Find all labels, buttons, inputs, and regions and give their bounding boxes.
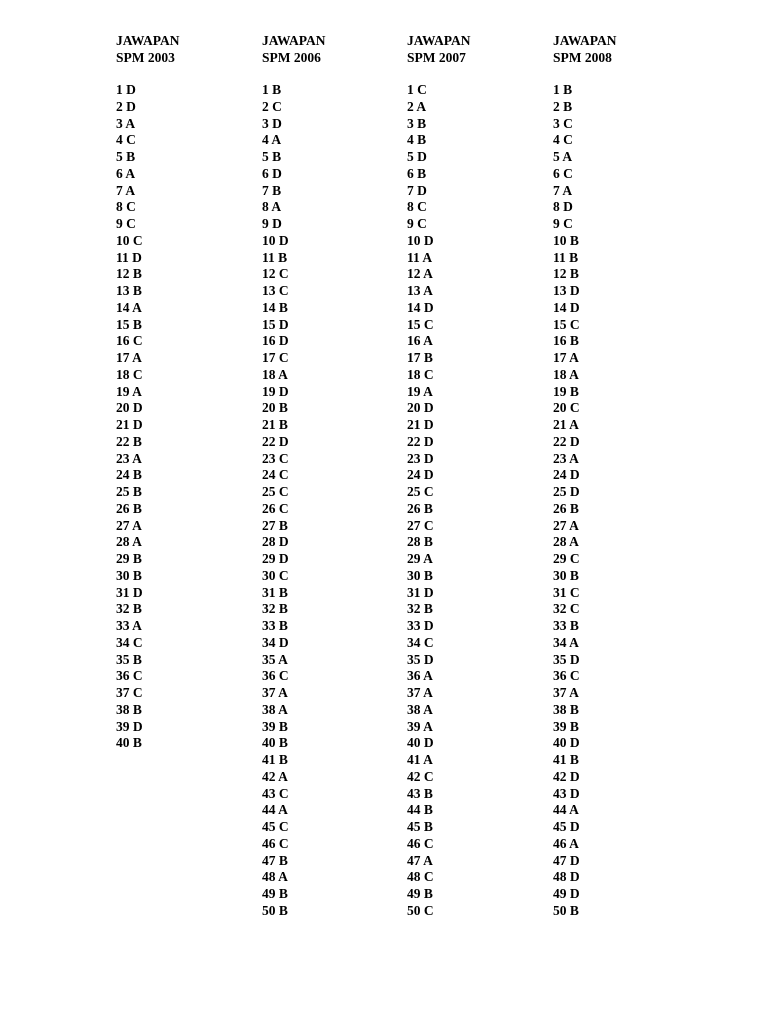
answer-item: 4 C <box>553 132 573 148</box>
answer-item: 37 C <box>116 685 143 700</box>
answer-item: 35 A <box>262 651 288 667</box>
answer-item: 18 C <box>407 366 434 382</box>
answer-item: 10 D <box>262 232 289 248</box>
answer-item: 50 C <box>407 902 434 918</box>
answer-item: 30 B <box>116 567 142 583</box>
column-title-line2: SPM 2007 <box>407 50 466 65</box>
answer-item: 15 C <box>407 316 434 332</box>
answer-item: 33 D <box>407 618 434 633</box>
answer-list <box>116 82 256 752</box>
answer-item: 50 B <box>553 902 579 918</box>
answer-item: 15 B <box>116 316 142 332</box>
answer-item: 16 B <box>553 333 579 349</box>
answer-item: 46 A <box>553 835 579 851</box>
answer-item: 27 A <box>553 517 579 533</box>
answer-item: 2 B <box>553 98 573 114</box>
answer-item: 31 B <box>262 584 288 600</box>
answer-item: 39 B <box>553 718 579 734</box>
answer-item: 11 D <box>116 249 142 265</box>
answer-item: 33 B <box>262 618 288 633</box>
answer-item: 43 B <box>407 785 433 801</box>
answer-item: 32 C <box>553 601 580 617</box>
answer-item: 21 D <box>116 417 143 432</box>
answer-item: 35 D <box>553 651 580 667</box>
answer-item: 11 B <box>553 249 579 265</box>
answer-item: 6 D <box>262 165 282 181</box>
answer-item: 14 A <box>116 299 142 315</box>
answer-item: 10 D <box>407 232 434 248</box>
answer-item: 43 C <box>262 785 289 801</box>
answer-item: 48 D <box>553 869 580 885</box>
answer-item: 41 B <box>262 752 288 767</box>
answer-item: 2 A <box>407 98 427 114</box>
answer-item: 28 D <box>262 534 289 550</box>
answer-item: 26 B <box>116 500 142 516</box>
answer-item: 40 B <box>262 735 288 751</box>
answer-item: 17 A <box>553 350 579 365</box>
answer-item: 18 A <box>262 366 288 382</box>
answer-item: 38 B <box>116 701 142 717</box>
answer-item: 40 B <box>116 735 142 751</box>
answer-item: 24 C <box>262 467 289 483</box>
answer-item: 20 C <box>553 400 580 416</box>
answer-item: 30 B <box>407 567 433 583</box>
answer-item: 10 C <box>116 232 143 248</box>
answer-list <box>553 82 693 920</box>
answer-item: 3 C <box>553 115 573 131</box>
answer-item: 23 D <box>407 450 434 466</box>
answer-item: 7 B <box>262 182 282 198</box>
column-title-line1: JAWAPAN <box>262 33 326 48</box>
answer-item: 9 C <box>553 216 573 231</box>
answer-item: 15 C <box>553 316 580 332</box>
answer-item: 22 B <box>116 433 142 449</box>
answer-item: 26 B <box>553 500 579 516</box>
answer-item: 9 C <box>116 216 136 231</box>
answer-item: 45 C <box>262 819 289 834</box>
answer-item: 22 D <box>407 433 434 449</box>
column-title-line1: JAWAPAN <box>407 33 471 48</box>
answer-item: 13 A <box>407 283 433 298</box>
column-title-line1: JAWAPAN <box>116 33 180 48</box>
column-title <box>407 32 547 66</box>
column-title-line1: JAWAPAN <box>553 33 617 48</box>
answer-list <box>407 82 547 920</box>
answer-item: 19 B <box>553 383 579 399</box>
answer-item: 45 B <box>407 819 433 834</box>
answer-column-spm-2003 <box>116 32 256 752</box>
answer-item: 14 D <box>553 299 580 315</box>
answer-item: 1 B <box>553 82 573 97</box>
answer-item: 37 A <box>262 685 288 700</box>
answer-item: 29 D <box>262 551 289 566</box>
answer-item: 6 C <box>553 165 573 181</box>
answer-item: 25 D <box>553 484 580 499</box>
answer-item: 41 B <box>553 752 579 767</box>
answer-item: 31 C <box>553 584 580 600</box>
answer-item: 36 C <box>262 668 289 684</box>
answer-item: 34 A <box>553 634 579 650</box>
answer-item: 26 C <box>262 500 289 516</box>
answer-item: 25 C <box>262 484 289 499</box>
answer-item: 50 B <box>262 902 288 918</box>
answer-item: 14 B <box>262 299 288 315</box>
answer-item: 11 B <box>262 249 288 265</box>
answer-item: 27 A <box>116 517 142 533</box>
answer-item: 8 A <box>262 199 282 215</box>
answer-item: 47 D <box>553 852 580 868</box>
answer-item: 14 D <box>407 299 434 315</box>
answer-item: 3 A <box>116 115 136 131</box>
answer-item: 6 B <box>407 165 427 181</box>
answer-item: 39 B <box>262 718 288 734</box>
answer-item: 36 C <box>553 668 580 684</box>
answer-item: 42 D <box>553 768 580 784</box>
answer-item: 27 B <box>262 517 288 533</box>
answer-item: 34 C <box>407 634 434 650</box>
answer-item: 32 B <box>116 601 142 617</box>
column-title <box>553 32 693 66</box>
answer-item: 47 B <box>262 852 288 868</box>
answer-item: 41 A <box>407 752 433 767</box>
answer-item: 13 B <box>116 283 142 298</box>
answer-item: 29 C <box>553 551 580 566</box>
answer-item: 49 B <box>262 886 288 901</box>
answer-item: 2 D <box>116 98 136 114</box>
answer-item: 28 A <box>116 534 142 550</box>
answer-item: 15 D <box>262 316 289 332</box>
answer-item: 16 D <box>262 333 289 349</box>
answer-item: 39 D <box>116 718 143 734</box>
answer-item: 24 B <box>116 467 142 483</box>
answer-item: 46 C <box>262 835 289 851</box>
answer-item: 20 D <box>116 400 143 416</box>
column-title-line2: SPM 2006 <box>262 50 321 65</box>
answer-item: 25 B <box>116 484 142 499</box>
answer-item: 19 A <box>407 383 433 399</box>
answer-item: 17 B <box>407 350 433 365</box>
answer-item: 42 A <box>262 768 288 784</box>
answer-item: 31 D <box>407 584 434 600</box>
answer-item: 5 A <box>553 149 573 164</box>
answer-item: 44 A <box>262 802 288 818</box>
answer-item: 40 D <box>553 735 580 751</box>
answer-item: 43 D <box>553 785 580 801</box>
answer-item: 26 B <box>407 500 433 516</box>
answer-item: 8 C <box>116 199 136 215</box>
answer-item: 3 B <box>407 115 427 131</box>
answer-item: 47 A <box>407 852 433 868</box>
answer-item: 39 A <box>407 718 433 734</box>
answer-item: 35 D <box>407 651 434 667</box>
answer-item: 16 A <box>407 333 433 349</box>
answer-item: 18 A <box>553 366 579 382</box>
answer-item: 27 C <box>407 517 434 533</box>
answer-item: 31 D <box>116 584 143 600</box>
answer-item: 19 D <box>262 383 289 399</box>
answer-item: 24 D <box>553 467 580 483</box>
answer-item: 28 B <box>407 534 433 550</box>
answer-item: 28 A <box>553 534 579 550</box>
answer-item: 12 A <box>407 266 433 282</box>
answer-item: 42 C <box>407 768 434 784</box>
answer-item: 13 C <box>262 283 289 298</box>
answer-item: 8 C <box>407 199 427 215</box>
answer-item: 21 B <box>262 417 288 432</box>
answer-item: 25 C <box>407 484 434 499</box>
answer-item: 22 D <box>262 433 289 449</box>
column-title-line2: SPM 2008 <box>553 50 612 65</box>
answer-item: 19 A <box>116 383 142 399</box>
column-title <box>116 32 256 66</box>
answer-item: 49 D <box>553 886 580 901</box>
answer-item: 12 C <box>262 266 289 282</box>
answer-item: 4 C <box>116 132 136 148</box>
answer-item: 4 A <box>262 132 282 148</box>
answer-item: 48 A <box>262 869 288 885</box>
answer-item: 38 A <box>407 701 433 717</box>
answer-item: 11 A <box>407 249 433 265</box>
answer-item: 7 A <box>553 182 573 198</box>
column-title-line2: SPM 2003 <box>116 50 175 65</box>
answer-item: 23 C <box>262 450 289 466</box>
answer-item: 1 C <box>407 82 427 97</box>
answer-item: 5 B <box>116 149 136 164</box>
answer-item: 37 A <box>553 685 579 700</box>
answer-item: 29 A <box>407 551 433 566</box>
answer-item: 32 B <box>262 601 288 617</box>
answer-list <box>262 82 402 920</box>
answer-item: 30 C <box>262 567 289 583</box>
answer-item: 34 C <box>116 634 143 650</box>
answer-item: 12 B <box>116 266 142 282</box>
answer-item: 38 B <box>553 701 579 717</box>
answer-item: 9 D <box>262 216 282 231</box>
answer-item: 24 D <box>407 467 434 483</box>
answer-item: 5 B <box>262 149 282 164</box>
answer-item: 12 B <box>553 266 579 282</box>
answer-item: 44 A <box>553 802 579 818</box>
answer-item: 30 B <box>553 567 579 583</box>
answer-item: 20 B <box>262 400 288 416</box>
answer-item: 3 D <box>262 115 282 131</box>
answer-column-spm-2007 <box>407 32 547 920</box>
answer-item: 8 D <box>553 199 573 215</box>
answer-item: 5 D <box>407 149 427 164</box>
answer-item: 44 B <box>407 802 433 818</box>
answer-item: 29 B <box>116 551 142 566</box>
answer-item: 32 B <box>407 601 433 617</box>
answer-column-spm-2008 <box>553 32 693 920</box>
answer-item: 1 D <box>116 82 136 97</box>
answer-item: 10 B <box>553 232 579 248</box>
answer-item: 18 C <box>116 366 143 382</box>
answer-item: 35 B <box>116 651 142 667</box>
answer-item: 33 A <box>116 618 142 633</box>
answer-item: 16 C <box>116 333 143 349</box>
answer-item: 45 D <box>553 819 580 834</box>
answer-item: 36 C <box>116 668 143 684</box>
answer-item: 37 A <box>407 685 433 700</box>
answer-item: 7 A <box>116 182 136 198</box>
answer-item: 22 D <box>553 433 580 449</box>
answer-item: 48 C <box>407 869 434 885</box>
answer-item: 2 C <box>262 98 282 114</box>
answer-item: 23 A <box>116 450 142 466</box>
answer-item: 40 D <box>407 735 434 751</box>
answer-item: 17 A <box>116 350 142 365</box>
answer-item: 23 A <box>553 450 579 466</box>
answer-item: 20 D <box>407 400 434 416</box>
answer-item: 38 A <box>262 701 288 717</box>
answer-item: 46 C <box>407 835 434 851</box>
answer-item: 13 D <box>553 283 580 298</box>
answer-item: 36 A <box>407 668 433 684</box>
answer-item: 9 C <box>407 216 427 231</box>
answer-item: 34 D <box>262 634 289 650</box>
answer-item: 6 A <box>116 165 136 181</box>
answer-column-spm-2006 <box>262 32 402 920</box>
answer-item: 1 B <box>262 82 282 97</box>
column-title <box>262 32 402 66</box>
answer-item: 49 B <box>407 886 433 901</box>
answer-item: 7 D <box>407 182 427 198</box>
answer-item: 21 D <box>407 417 434 432</box>
answer-item: 4 B <box>407 132 427 148</box>
answer-item: 17 C <box>262 350 289 365</box>
answer-item: 21 A <box>553 417 579 432</box>
answer-item: 33 B <box>553 618 579 633</box>
